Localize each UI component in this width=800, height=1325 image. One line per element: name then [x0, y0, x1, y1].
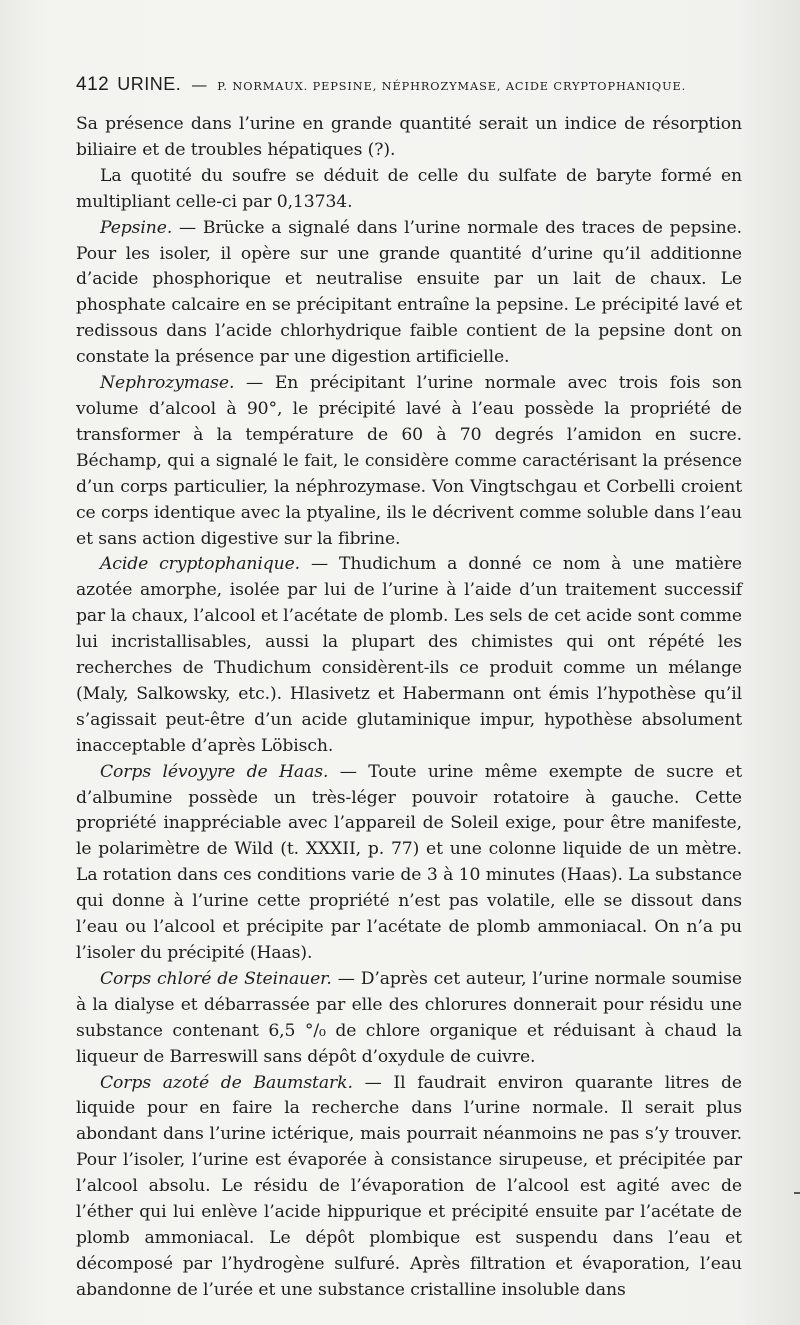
running-title: URINE. [117, 74, 182, 94]
paragraph-text: — Thudichum a donné ce nom à une matière azotée amorphe, isolée par lui de l’urine à l’aide d’un traitement successif par la chaux, l’alcool et l’acétate de plomb. Les sels de cet acide sont comme lui incristallisables, aussi la plupart des chimistes qui ont répété les recherches de Thudichum considèrent-ils ce produit comme un mélange (Maly, Salkowsky, etc.). Hlasivetz et Habermann ont émis l’hypothèse qu’il s’agissait peut-être d’un acide glutaminique impur, hypothèse absolument inacceptable d’après Löbisch. [76, 554, 742, 756]
paragraph-text: — Il faudrait environ quarante litres de liquide pour en faire la recherche dans l’urine normale. Il serait plus abondant dans l’urine ictérique, mais pourrait néanmoins ne pas s’y trouver. Pour l’isoler, l’urine est évaporée à consistance sirupeuse, et précipitée par l’alcool absolu. Le résidu de l’évaporation de l’alcool est agité avec de l’éther qui lui enlève l’acide hippurique et précipité ensuite par l’acétate de plomb ammoniacal. Le dépôt plombique est suspendu dans l’eau et décomposé par l’hydrogène sulfuré. Après filtration et évaporation, l’eau abandonne de l’urée et une substance cristalline insoluble dans [76, 1072, 742, 1300]
header-dash: — [191, 75, 208, 94]
running-subtitle: P. NORMAUX. PEPSINE, NÉPHROZYMASE, ACIDE CRYPTOPHANIQUE. [217, 80, 687, 93]
paragraph-text: — Toute urine même exempte de sucre et d’albumine possède un très-léger pouvoir rotatoire à gauche. Cette propriété inappréciable avec l’appareil de Soleil exige, pour être manifeste, le polarimètre de Wild (t. XXXII, p. 77) et une colonne liquide de un mètre. La rotation dans ces conditions varie de 3 à 10 minutes (Haas). La substance qui donne à l’urine cette propriété n’est pas volatile, elle se dissout dans l’eau ou l’alcool et précipite par l’acétate de plomb ammoniacal. On n’a pu l’isoler du précipité (Haas). [76, 761, 742, 963]
paragraph [76, 164, 742, 216]
paragraph-text: — Brücke a signalé dans l’urine normale des traces de pepsine. Pour les isoler, il opère sur une grande quantité d’urine qu’il additionne d’acide phosphorique et neutralise ensuite par un lait de chaux. Le phosphate calcaire en se précipitant entraîne la pepsine. Le précipité lavé et redissous dans l’acide chlorhydrique faible contient de la pepsine dont on constate la présence par une digestion artificielle. [76, 217, 742, 368]
paragraph-acide-cryptophanique [76, 552, 742, 759]
section-heading: Acide cryptophanique. [100, 554, 301, 575]
paragraph-pepsine [76, 216, 742, 371]
section-heading: Corps azoté de Baumstark. [100, 1072, 353, 1093]
paragraph-text: La quotité du soufre se déduit de celle du sulfate de baryte formé en multipliant celle-ci par 0,13734. [76, 165, 742, 212]
paragraph-nephrozymase [76, 371, 742, 552]
section-heading: Corps lévoyyre de Haas. [100, 761, 329, 782]
paragraph-corps-chlore [76, 967, 742, 1071]
page-number: 412 [76, 74, 110, 95]
page-edge-mark [794, 1192, 800, 1194]
body-text [76, 112, 742, 1304]
section-heading: Pepsine. [100, 217, 173, 238]
paragraph-corps-levogyre [76, 760, 742, 967]
paragraph-corps-azote [76, 1071, 742, 1304]
paragraph [76, 112, 742, 164]
section-heading: Corps chloré de Steinauer. [100, 968, 332, 989]
book-page [76, 74, 742, 1304]
paragraph-text: — En précipitant l’urine normale avec trois fois son volume d’alcool à 90°, le précipité lavé à l’eau possède la propriété de transformer à la température de 60 à 70 degrés l’amidon en sucre. Béchamp, qui a signalé le fait, le considère comme caractérisant la présence d’un corps particulier, la néphrozymase. Von Vingtschgau et Corbelli croient ce corps identique avec la ptyaline, ils le décrivent comme soluble dans l’eau et sans action digestive sur la fibrine. [76, 373, 742, 549]
paragraph-text: — D’après cet auteur, l’urine normale soumise à la dialyse et débarrassée par elle des chlorures donnerait pour résidu une substance contenant 6,5 °/₀ de chlore organique et réduisant à chaud la liqueur de Barreswill sans dépôt d’oxydule de cuivre. [76, 968, 742, 1067]
paragraph-text: Sa présence dans l’urine en grande quantité serait un indice de résorption biliaire et de troubles hépatiques (?). [76, 114, 742, 160]
running-header [76, 74, 742, 104]
section-heading: Nephrozymase. [100, 373, 235, 394]
